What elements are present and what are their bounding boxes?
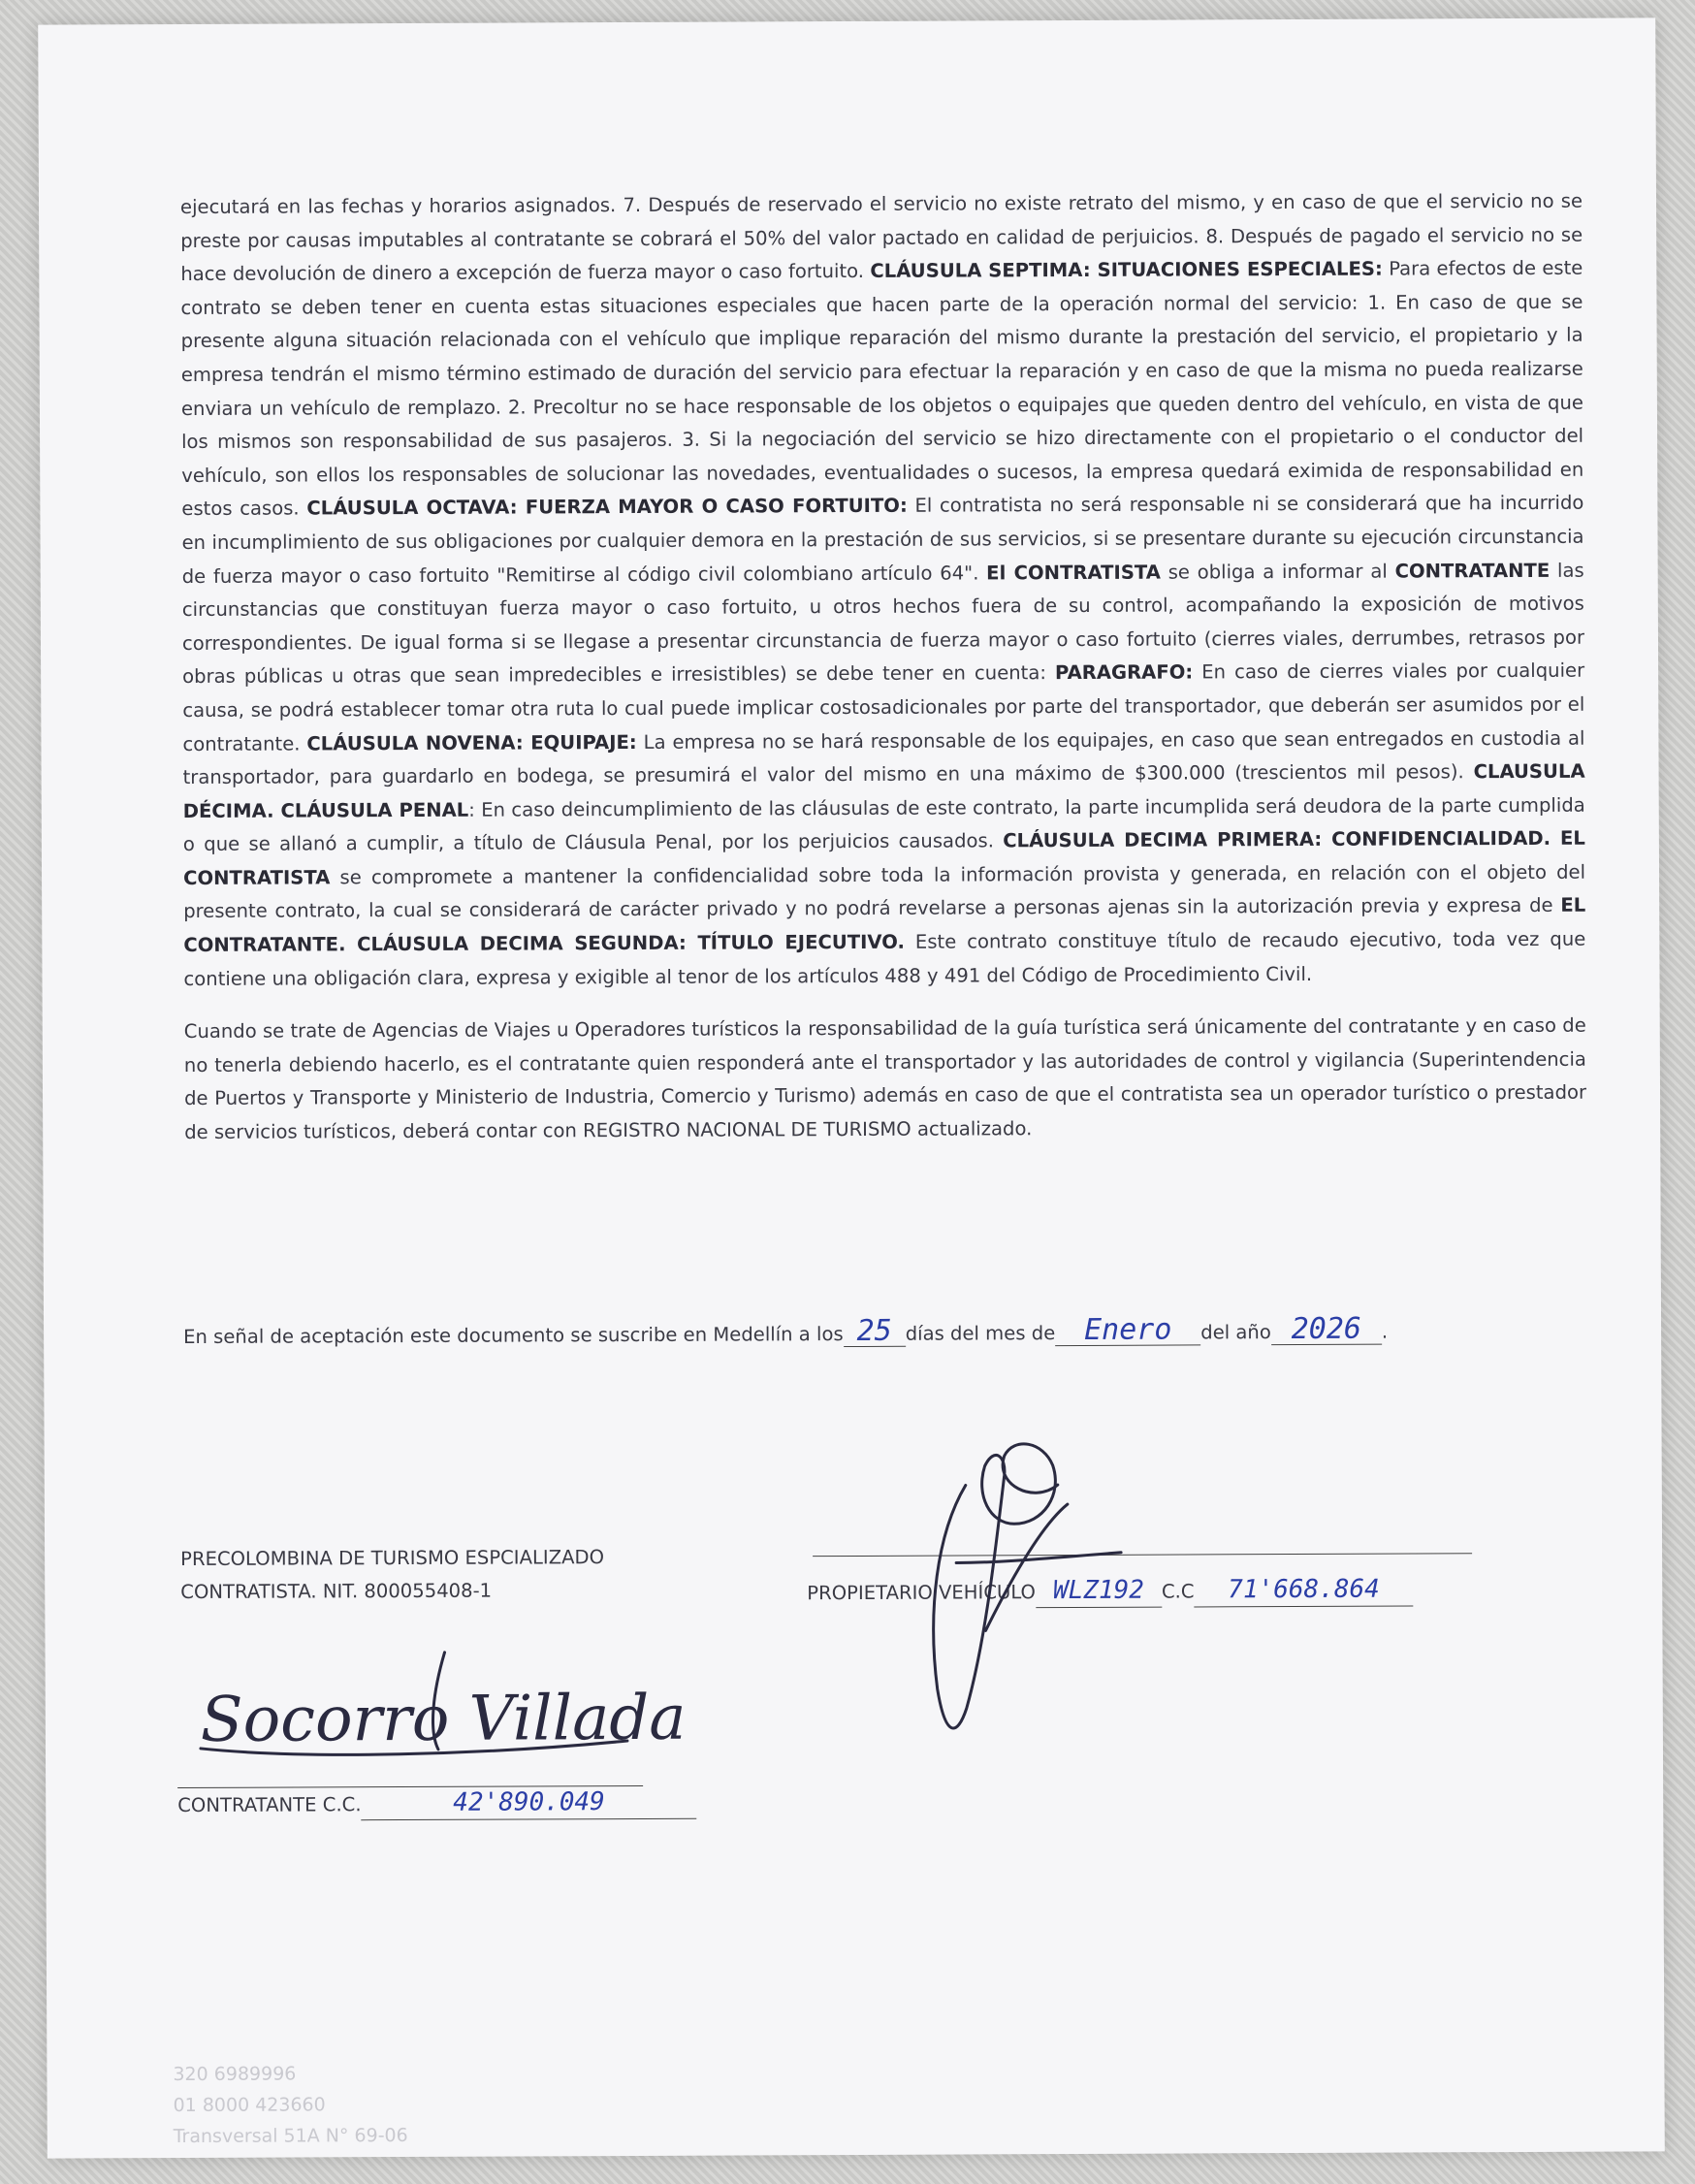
propietario-signature — [897, 1417, 1131, 1748]
propietario-label: PROPIETARIO VEHÍCULO — [807, 1581, 1037, 1605]
company-footer — [173, 2058, 407, 2152]
year-handwritten: 2026 — [1271, 1315, 1382, 1345]
clause-heading-decima-segunda: EL CONTRATANTE. CLÁUSULA DECIMA SEGUNDA: TÍTULO EJECUTIVO. — [183, 894, 1586, 957]
plate-handwritten: WLZ192 — [1036, 1574, 1162, 1609]
clause-text: La empresa no se hará responsable de los equipajes, en caso que sean entregados en custodia al transportador, para guardarlo en bodega, se presumirá el valor del mismo en una máximo de $300.000 (trescientos mil pesos). — [182, 726, 1585, 789]
contratista-name: PRECOLOMBINA DE TURISMO ESPCIALIZADO — [180, 1546, 605, 1571]
clause-heading-novena: CLÁUSULA NOVENA: EQUIPAJE: — [306, 730, 637, 755]
day-handwritten: 25 — [844, 1317, 906, 1347]
clause-heading-decima-primera: CLÁUSULA DECIMA PRIMERA: CONFIDENCIALIDAD. EL CONTRATISTA — [182, 826, 1585, 889]
propietario-cc-handwritten: 71'668.864 — [1194, 1572, 1413, 1607]
acceptance-line — [183, 1311, 1389, 1350]
contratante-block — [177, 1785, 696, 1822]
paragrafo-heading: PARAGRAFO: — [1054, 660, 1194, 685]
contratante-signature — [190, 1632, 687, 1780]
contratante-label: CONTRATANTE C.C. — [177, 1793, 362, 1817]
contratista-block — [180, 1541, 604, 1609]
acceptance-mid2: del año — [1200, 1321, 1271, 1344]
clause-heading-septima: CLÁUSULA SEPTIMA: SITUACIONES ESPECIALES: — [870, 257, 1383, 283]
clause-text: Para efectos de este contrato se deben tener en cuenta estas situaciones especiales que hacen parte de la operación normal del servicio: 1. En caso de que se presente alguna situación relacionada con el vehículo que implique reparación del mismo durante la prestación del servicio, el propietario y la empresa tendrán el mismo término estimado de duración del servicio para efectuar la reparación y en caso de que la misma no pueda realizarse enviara un vehículo de remplazo. 2. Precoltur no se hace responsable de los objetos o equipajes que queden dentro del vehículo, en vista de que los mismos son responsabilidad de sus pasajeros. 3. Si la negociación del servicio se hizo directamente con el propietario o el conductor del vehículo, son ellos los responsables de solucionar las novedades, eventualidades o sucesos, la empresa quedará eximida de responsabilidad en estos casos. — [180, 256, 1584, 521]
clause-text: : En caso deincumplimiento de las cláusulas de este contrato, la parte incumplida será deudora de la parte cumplida o que se allanó a cumplir, a título de Cláusula Penal, por los perjuicios causados. — [182, 793, 1585, 856]
propietario-cc-label: C.C — [1161, 1580, 1195, 1603]
clause-heading-decima: CLAUSULA DÉCIMA. CLÁUSULA PENAL — [182, 759, 1585, 822]
footer-address: Transversal 51A N° 69-06 — [173, 2125, 408, 2148]
clause-text: Este contrato constituye título de recaudo ejecutivo, toda vez que contiene una obligación clara, expresa y exigible al tenor de los artículos 488 y 491 del Código de Procedimiento Civil. — [183, 927, 1586, 990]
acceptance-prefix: En señal de aceptación este documento se suscribe en Medellín a los — [183, 1323, 844, 1349]
clause-heading-octava: CLÁUSULA OCTAVA: FUERZA MAYOR O CASO FORTUITO: — [306, 495, 908, 520]
footer-phone-tollfree: 01 8000 423660 — [173, 2094, 326, 2117]
contratante-signature-name: Socorro Villada — [200, 1682, 687, 1756]
party-contratante: CONTRATANTE — [1394, 559, 1551, 583]
acceptance-suffix: . — [1381, 1320, 1389, 1343]
agencies-paragraph: Cuando se trate de Agencias de Viajes u Operadores turísticos la responsabilidad de la guía turística será únicamente del contratante y en caso de no tenerla debiendo hacerlo, es el contratante quien responderá ante el transportador y las autoridades de control y vigilancia (Superintendencia de Puertos y Transporte y Ministerio de Industria, Comercio y Turismo) además en caso de que el contratista sea un operador turístico o prestador de servicios turísticos, deberá contar con REGISTRO NACIONAL DE TURISMO actualizado. — [183, 1013, 1587, 1144]
clause-text: se compromete a mantener la confidencialidad sobre toda la información provista y generada, en relación con el objeto del presente contrato, la cual se considerará de carácter privado y no podrá revelarse a personas ajenas sin la autorización previa y expresa de — [183, 860, 1586, 923]
clause-text: las circunstancias que constituyan fuerza mayor o caso fortuito, u otros hechos fuera de su control, acompañando la exposición de motivos correspondientes. De igual forma si se llegase a presentar circunstancia de fuerza mayor o caso fortuito (cierres viales, derrumbes, retrasos por obras públicas u otras que sean impredecibles e irresistibles) se debe tener en cuenta: — [181, 559, 1585, 689]
clause-text: El contratista no será responsable ni se considerará que ha incurrido en incumplimiento de sus obligaciones por cualquier demora en la prestación de sus servicios, si se presentare durante su ejecución circunstancia de fuerza mayor o caso fortuito "Remitirse al código civil colombiano artículo 64". — [181, 492, 1584, 588]
month-handwritten: Enero — [1055, 1315, 1200, 1346]
clause-text: En caso de cierres viales por cualquier causa, se podrá establecer tomar otra ruta lo cual puede implicar costosadicionales por parte del transportador, que deberán ser asumidos por el contratante. — [182, 659, 1585, 755]
party-contratista: El CONTRATISTA — [986, 561, 1161, 584]
acceptance-mid1: días del mes de — [905, 1322, 1056, 1345]
contratista-nit: CONTRATISTA. NIT. 800055408-1 — [180, 1579, 493, 1604]
clause-text: ejecutará en las fechas y horarios asignados. 7. Después de reservado el servicio no existe retrato del mismo, y en caso de que el servicio no se preste por causas imputables al contratante se cobrará el 50% del valor pactado en calidad de perjuicios. 8. Después de pagado el servicio no se hace devolución de dinero a excepción de fuerza mayor o caso fortuito. — [179, 189, 1583, 286]
clauses-paragraph — [180, 185, 1586, 997]
contratante-cc-handwritten: 42'890.049 — [361, 1785, 696, 1821]
clause-text: se obliga a informar al — [1160, 560, 1395, 584]
footer-phone: 320 6989996 — [173, 2063, 297, 2086]
contract-page — [38, 17, 1665, 2158]
clauses-text — [180, 185, 1586, 1150]
